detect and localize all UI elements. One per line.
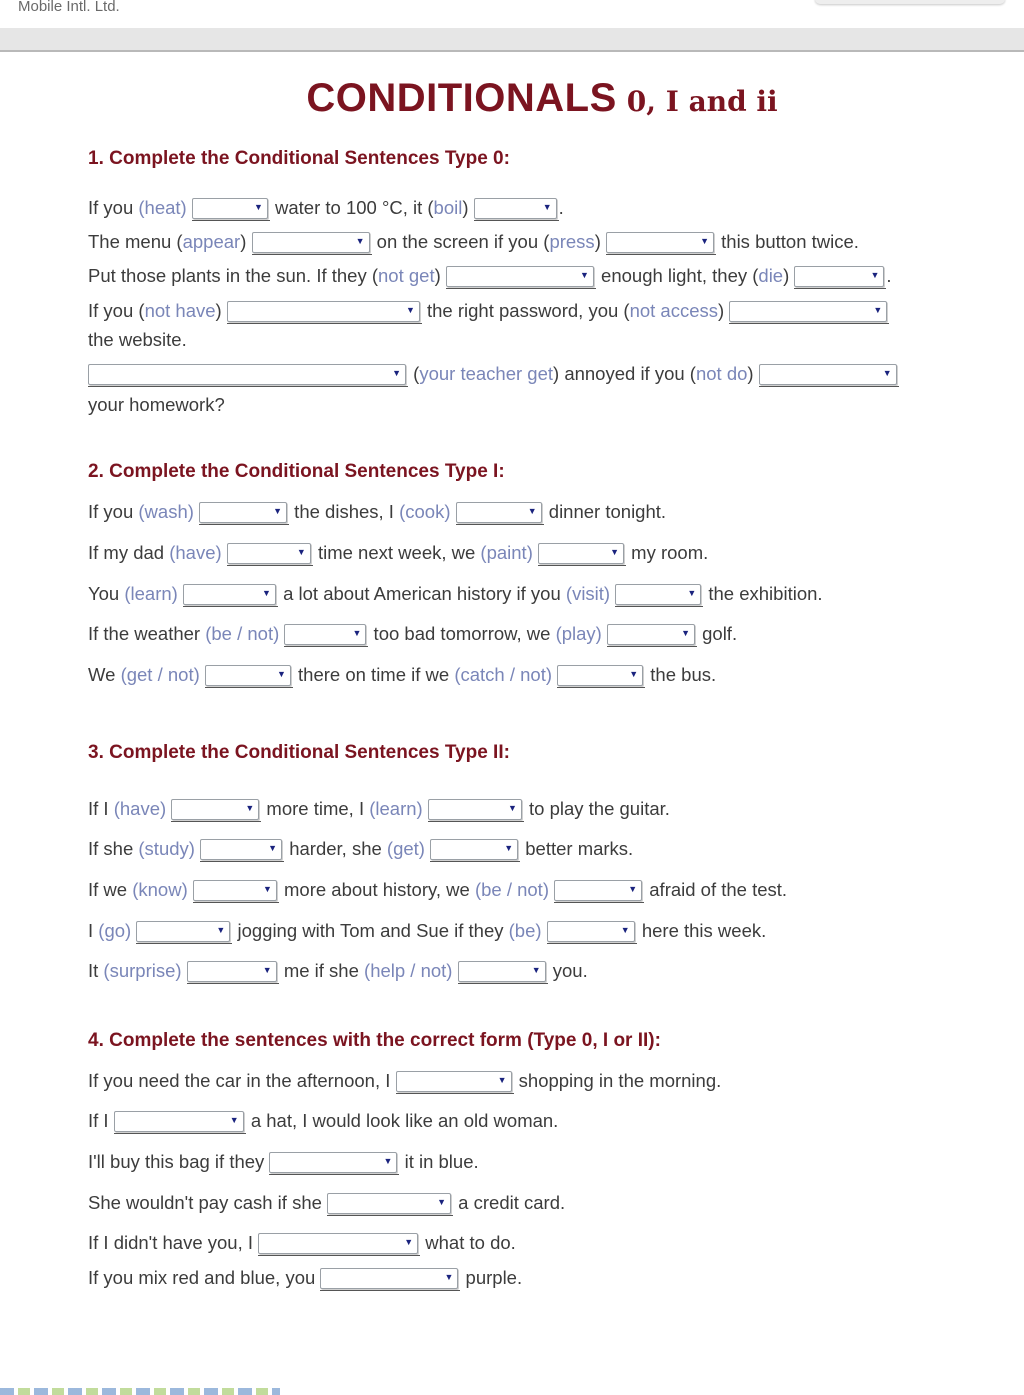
sentence-text: what to do.	[420, 1232, 516, 1253]
dropdown-arrow-icon[interactable]: ▼	[355, 236, 365, 247]
dropdown-box[interactable]	[193, 880, 277, 901]
sentence-text: If the weather	[88, 623, 206, 644]
exercise-line	[88, 623, 737, 646]
section-heading-4: 4. Complete the sentences with the correct form (Type 0, I or II):	[88, 1030, 661, 1051]
sentence-text: you.	[547, 960, 588, 981]
exercise-line	[88, 664, 716, 687]
answer-underline	[136, 943, 232, 944]
sentence-text: I	[88, 920, 99, 941]
exercise-line	[88, 798, 670, 821]
answer-underline	[729, 323, 889, 324]
exercise-line	[88, 363, 899, 386]
dropdown-arrow-icon[interactable]: ▼	[262, 884, 272, 895]
answer-dropdown[interactable]	[205, 665, 293, 687]
dropdown-arrow-icon[interactable]: ▼	[405, 305, 415, 316]
dropdown-arrow-icon[interactable]: ▼	[245, 803, 255, 814]
answer-underline	[557, 687, 645, 688]
answer-underline	[320, 1290, 460, 1291]
dropdown-arrow-icon[interactable]: ▼	[628, 884, 638, 895]
dropdown-arrow-icon[interactable]: ▼	[404, 1237, 414, 1248]
sentence-text: ) annoyed if you (	[553, 363, 696, 384]
dropdown-arrow-icon[interactable]: ▼	[497, 1075, 507, 1086]
answer-underline	[607, 646, 697, 647]
sentence-text: (	[408, 363, 420, 384]
dropdown-box[interactable]	[269, 1152, 397, 1173]
answer-dropdown[interactable]	[284, 624, 368, 646]
answer-dropdown[interactable]	[428, 799, 524, 821]
sentence-text: I'll buy this bag if they	[88, 1151, 270, 1172]
sentence-text: If she	[88, 838, 139, 859]
sentence-text: )	[783, 265, 795, 286]
sentence-text: purple.	[460, 1267, 523, 1288]
answer-underline	[615, 606, 703, 607]
section-heading-2: 2. Complete the Conditional Sentences Type I:	[88, 461, 505, 482]
answer-dropdown[interactable]	[794, 266, 886, 288]
section-heading-3: 3. Complete the Conditional Sentences Type II:	[88, 742, 510, 763]
sentence-text: a hat, I would look like an old woman.	[245, 1110, 559, 1131]
sentence-text: me if she	[278, 960, 365, 981]
dropdown-box[interactable]	[205, 665, 291, 686]
answer-underline	[199, 524, 289, 525]
title-sub: 0, I and ii	[626, 85, 778, 118]
sentence-text: shopping in the morning.	[513, 1070, 722, 1091]
answer-underline	[258, 1255, 420, 1256]
verb-hint: die	[758, 265, 784, 286]
dropdown-box[interactable]	[428, 799, 522, 820]
sentence-text: .	[886, 265, 892, 286]
sentence-text: a credit card.	[453, 1192, 566, 1213]
sentence-text: it in blue.	[399, 1151, 479, 1172]
sentence-text: )	[240, 231, 252, 252]
dropdown-box[interactable]	[136, 921, 230, 942]
dropdown-box[interactable]	[199, 502, 287, 523]
sentence-text: You	[88, 583, 125, 604]
answer-underline	[192, 220, 270, 221]
verb-hint: (get / not)	[120, 664, 200, 685]
answer-underline	[88, 386, 408, 387]
sentence-text: the right password, you (	[421, 300, 630, 321]
dropdown-box[interactable]	[759, 364, 897, 385]
verb-hint: not get	[378, 265, 435, 286]
dropdown-arrow-icon[interactable]: ▼	[216, 925, 226, 936]
exercise-line	[88, 1192, 565, 1215]
dropdown-arrow-icon[interactable]: ▼	[273, 506, 283, 517]
sentence-text: better marks.	[520, 838, 634, 859]
dropdown-arrow-icon[interactable]: ▼	[610, 547, 620, 558]
verb-hint: not access	[629, 300, 719, 321]
dropdown-box[interactable]	[554, 880, 642, 901]
dropdown-arrow-icon[interactable]: ▼	[531, 965, 541, 976]
answer-dropdown[interactable]	[258, 1233, 420, 1255]
exercise-line	[88, 838, 633, 861]
answer-underline	[284, 646, 368, 647]
answer-dropdown[interactable]	[269, 1152, 399, 1174]
exercise-line	[88, 1110, 558, 1133]
answer-underline	[430, 861, 520, 862]
sentence-text: the dishes, I	[289, 501, 400, 522]
answer-dropdown[interactable]	[396, 1071, 514, 1093]
answer-underline	[187, 983, 279, 984]
sentence-text: )	[747, 363, 759, 384]
dropdown-box[interactable]	[615, 584, 701, 605]
answer-underline	[171, 821, 261, 822]
section-heading-1: 1. Complete the Conditional Sentences Type 0:	[88, 148, 510, 169]
sentence-text: to play the guitar.	[523, 798, 670, 819]
dropdown-box[interactable]	[227, 543, 311, 564]
exercise-line	[88, 231, 859, 254]
exercise-line	[88, 920, 766, 943]
title-main: CONDITIONALS	[306, 76, 617, 120]
answer-underline	[538, 565, 626, 566]
dropdown-arrow-icon[interactable]: ▼	[507, 803, 517, 814]
dropdown-box[interactable]	[557, 665, 643, 686]
sentence-text: If my dad	[88, 542, 170, 563]
top-right-control[interactable]	[815, 0, 1005, 4]
dropdown-arrow-icon[interactable]: ▼	[681, 628, 690, 639]
dropdown-box[interactable]	[227, 301, 420, 322]
answer-dropdown[interactable]	[136, 921, 232, 943]
dropdown-box[interactable]	[458, 961, 546, 982]
dropdown-box[interactable]	[171, 799, 259, 820]
verb-hint: your teacher get	[419, 363, 554, 384]
dropdown-arrow-icon[interactable]: ▼	[873, 305, 883, 316]
sentence-text: It	[88, 960, 104, 981]
sentence-text: If you	[88, 501, 139, 522]
dropdown-arrow-icon[interactable]: ▼	[687, 588, 697, 599]
answer-dropdown[interactable]	[538, 543, 626, 565]
sentence-text: a lot about American history if you	[277, 583, 566, 604]
sentence-text: If you	[88, 197, 139, 218]
dropdown-arrow-icon[interactable]: ▼	[253, 202, 263, 213]
answer-dropdown[interactable]	[446, 266, 596, 288]
answer-underline	[200, 861, 284, 862]
answer-dropdown[interactable]	[557, 665, 645, 687]
answer-dropdown[interactable]	[183, 584, 278, 606]
verb-hint: (be)	[508, 920, 542, 941]
verb-hint: (wash)	[138, 501, 194, 522]
verb-hint: (visit)	[565, 583, 611, 604]
verb-hint: press	[549, 231, 595, 252]
dropdown-arrow-icon[interactable]: ▼	[296, 547, 306, 558]
dropdown-box[interactable]	[320, 1268, 458, 1289]
sentence-text: She wouldn't pay cash if she	[88, 1192, 328, 1213]
dropdown-box[interactable]	[456, 502, 542, 523]
dropdown-box[interactable]	[200, 839, 282, 860]
answer-underline	[759, 386, 899, 387]
dropdown-box[interactable]	[396, 1071, 512, 1092]
sentence-text: more about history, we	[278, 879, 475, 900]
dropdown-box[interactable]	[729, 301, 887, 322]
footer-logo	[0, 1388, 280, 1395]
verb-hint: (help / not)	[364, 960, 453, 981]
sentence-text: here this week.	[636, 920, 767, 941]
sentence-text: If I	[88, 1110, 114, 1131]
answer-underline	[396, 1093, 514, 1094]
verb-hint: (paint)	[480, 542, 533, 563]
verb-hint: (know)	[132, 879, 188, 900]
sentence-text: time next week, we	[312, 542, 481, 563]
dropdown-box[interactable]	[430, 839, 518, 860]
sentence-text: .	[558, 197, 564, 218]
dropdown-box[interactable]	[474, 198, 557, 219]
answer-dropdown[interactable]	[458, 961, 548, 983]
verb-hint: (heat)	[138, 197, 187, 218]
dropdown-box[interactable]	[446, 266, 594, 287]
sentence-text: If you mix red and blue, you	[88, 1267, 321, 1288]
sentence-text: this button twice.	[716, 231, 859, 252]
footer-strip	[0, 1385, 1024, 1395]
answer-underline	[327, 1215, 453, 1216]
answer-dropdown[interactable]	[759, 364, 899, 386]
exercise-line	[88, 329, 187, 351]
sentence-text: afraid of the test.	[644, 879, 788, 900]
dropdown-arrow-icon[interactable]: ▼	[268, 843, 278, 854]
dropdown-arrow-icon[interactable]: ▼	[392, 368, 401, 379]
sentence-text: the exhibition.	[703, 583, 823, 604]
sentence-text: )	[434, 265, 446, 286]
verb-hint: (surprise)	[103, 960, 182, 981]
answer-underline	[554, 902, 644, 903]
answer-underline	[114, 1133, 246, 1134]
answer-underline	[183, 606, 278, 607]
dropdown-arrow-icon[interactable]: ▼	[527, 506, 537, 517]
exercise-line	[88, 583, 823, 606]
dropdown-box[interactable]	[192, 198, 268, 219]
exercise-line	[88, 542, 708, 565]
verb-hint: (have)	[169, 542, 222, 563]
answer-dropdown[interactable]	[227, 301, 422, 323]
answer-dropdown[interactable]	[252, 232, 372, 254]
answer-dropdown[interactable]	[430, 839, 520, 861]
dropdown-arrow-icon[interactable]: ▼	[437, 1197, 447, 1208]
dropdown-box[interactable]	[794, 266, 884, 287]
exercise-line	[88, 300, 889, 323]
sentence-text: your homework?	[88, 394, 225, 415]
answer-dropdown[interactable]	[615, 584, 703, 606]
sentence-text: If we	[88, 879, 133, 900]
sentence-text: the website.	[88, 329, 187, 350]
verb-hint: (study)	[138, 838, 195, 859]
dropdown-arrow-icon[interactable]: ▼	[700, 236, 709, 247]
answer-dropdown[interactable]	[729, 301, 889, 323]
answer-underline	[227, 565, 313, 566]
sentence-text: enough light, they (	[595, 265, 759, 286]
answer-underline	[227, 323, 422, 324]
sentence-text: harder, she	[284, 838, 387, 859]
dropdown-arrow-icon[interactable]: ▼	[383, 1156, 393, 1167]
answer-dropdown[interactable]	[192, 198, 270, 220]
exercise-line	[88, 1151, 479, 1174]
dropdown-box[interactable]	[187, 961, 277, 982]
answer-underline	[205, 687, 293, 688]
sentence-text: on the screen if you (	[371, 231, 550, 252]
dropdown-arrow-icon[interactable]: ▼	[629, 669, 639, 680]
answer-dropdown[interactable]	[193, 880, 279, 902]
dropdown-arrow-icon[interactable]: ▼	[620, 925, 630, 936]
answer-underline	[252, 254, 372, 255]
sentence-text: )	[215, 300, 227, 321]
answer-dropdown[interactable]	[227, 543, 313, 565]
verb-hint: appear	[182, 231, 241, 252]
dropdown-arrow-icon[interactable]: ▼	[229, 1115, 239, 1126]
answer-dropdown[interactable]	[187, 961, 279, 983]
dropdown-box[interactable]	[547, 921, 635, 942]
answer-underline	[446, 288, 596, 289]
answer-dropdown[interactable]	[327, 1193, 453, 1215]
verb-hint: (get)	[386, 838, 425, 859]
verb-hint: (learn)	[124, 583, 178, 604]
exercise-line	[88, 1232, 516, 1255]
verb-hint: (be / not)	[205, 623, 280, 644]
sentence-text: Put those plants in the sun. If they (	[88, 265, 379, 286]
verb-hint: (cook)	[399, 501, 451, 522]
answer-underline	[456, 524, 544, 525]
dropdown-arrow-icon[interactable]: ▼	[352, 628, 362, 639]
verb-hint: boil	[433, 197, 463, 218]
worksheet-title	[0, 76, 1024, 121]
answer-underline	[547, 943, 637, 944]
dropdown-arrow-icon[interactable]: ▼	[882, 368, 892, 379]
dropdown-arrow-icon[interactable]: ▼	[444, 1272, 454, 1283]
answer-dropdown[interactable]	[606, 232, 716, 254]
brand-text: Mobile Intl. Ltd.	[18, 0, 120, 15]
exercise-line	[88, 394, 225, 416]
dropdown-box[interactable]	[88, 364, 406, 385]
dropdown-box[interactable]	[607, 624, 695, 645]
verb-hint: (play)	[555, 623, 602, 644]
answer-dropdown[interactable]	[554, 880, 644, 902]
verb-hint: (catch / not)	[454, 664, 553, 685]
dropdown-arrow-icon[interactable]: ▼	[504, 843, 514, 854]
answer-dropdown[interactable]	[547, 921, 637, 943]
answer-underline	[458, 983, 548, 984]
dropdown-arrow-icon[interactable]: ▼	[276, 669, 286, 680]
dropdown-arrow-icon[interactable]: ▼	[870, 270, 880, 281]
dropdown-box[interactable]	[114, 1111, 244, 1132]
answer-dropdown[interactable]	[456, 502, 544, 524]
dropdown-box[interactable]	[538, 543, 624, 564]
answer-underline	[193, 902, 279, 903]
top-bar	[0, 0, 1024, 28]
answer-dropdown[interactable]	[320, 1268, 460, 1290]
answer-underline	[474, 220, 559, 221]
dropdown-arrow-icon[interactable]: ▼	[262, 588, 271, 599]
exercise-line	[88, 960, 588, 983]
answer-dropdown[interactable]	[171, 799, 261, 821]
sentence-text: If I	[88, 798, 114, 819]
sentence-text: )	[462, 197, 474, 218]
exercise-line	[88, 501, 666, 524]
sentence-text: dinner tonight.	[543, 501, 667, 522]
answer-dropdown[interactable]	[200, 839, 284, 861]
dropdown-box[interactable]	[284, 624, 366, 645]
answer-dropdown[interactable]	[474, 198, 559, 220]
answer-underline	[428, 821, 524, 822]
sentence-text: The menu (	[88, 231, 183, 252]
dropdown-box[interactable]	[252, 232, 370, 253]
dropdown-box[interactable]	[327, 1193, 451, 1214]
sentence-text: golf.	[696, 623, 738, 644]
answer-underline	[269, 1174, 399, 1175]
sentence-text: more time, I	[261, 798, 370, 819]
answer-underline	[794, 288, 886, 289]
dropdown-arrow-icon[interactable]: ▼	[542, 202, 552, 213]
answer-underline	[606, 254, 716, 255]
sentence-text: If I didn't have you, I	[88, 1232, 259, 1253]
sentence-text: my room.	[626, 542, 709, 563]
answer-dropdown[interactable]	[88, 364, 408, 386]
dropdown-box[interactable]	[183, 584, 276, 605]
verb-hint: not have	[144, 300, 216, 321]
sentence-text: too bad tomorrow, we	[368, 623, 556, 644]
exercise-line	[88, 879, 787, 902]
dropdown-box[interactable]	[606, 232, 714, 253]
verb-hint: (have)	[113, 798, 167, 819]
sentence-text: )	[718, 300, 730, 321]
sentence-text: jogging with Tom and Sue if they	[232, 920, 509, 941]
verb-hint: (be / not)	[474, 879, 549, 900]
sentence-text: We	[88, 664, 121, 685]
dropdown-arrow-icon[interactable]: ▼	[262, 965, 272, 976]
exercise-line	[88, 197, 564, 220]
exercise-line	[88, 1070, 721, 1093]
verb-hint: (go)	[98, 920, 132, 941]
verb-hint: not do	[695, 363, 748, 384]
sentence-text: )	[594, 231, 606, 252]
sentence-text: If you (	[88, 300, 145, 321]
sentence-text: there on time if we	[292, 664, 455, 685]
verb-hint: (learn)	[369, 798, 423, 819]
answer-dropdown[interactable]	[114, 1111, 246, 1133]
answer-dropdown[interactable]	[199, 502, 289, 524]
sentence-text: the bus.	[645, 664, 717, 685]
sentence-text: If you need the car in the afternoon, I	[88, 1070, 396, 1091]
answer-dropdown[interactable]	[607, 624, 697, 646]
dropdown-box[interactable]	[258, 1233, 418, 1254]
exercise-line	[88, 265, 892, 288]
sentence-text: water to 100 °C, it (	[269, 197, 434, 218]
exercise-line	[88, 1267, 522, 1290]
dropdown-arrow-icon[interactable]: ▼	[579, 270, 589, 281]
gray-band	[0, 28, 1024, 52]
